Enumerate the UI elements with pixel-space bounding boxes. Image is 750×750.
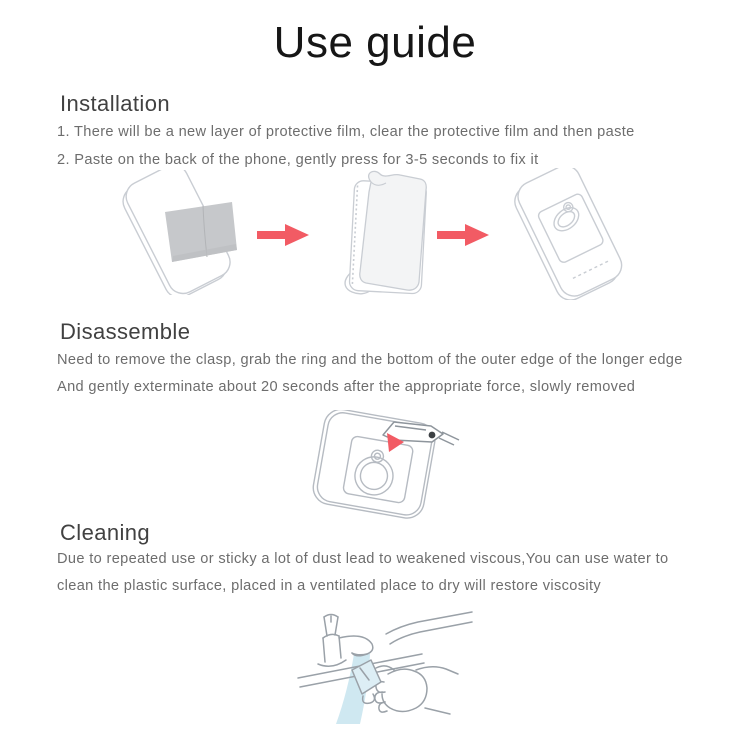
section-title-installation: Installation [60, 91, 170, 116]
pipe-shape [386, 612, 472, 644]
rinse-under-faucet-illustration [290, 608, 475, 750]
pry-tool-removing-ring-holder-illustration [295, 410, 465, 530]
disassemble-line-2: And gently exterminate about 20 seconds after the appropriate force, slowly removed [57, 379, 636, 395]
ring-holder-peeling-film-illustration [330, 170, 440, 300]
disassemble-line-1: Need to remove the clasp, grab the ring and the bottom of the outer edge of the longer edge [57, 352, 683, 368]
page-title: Use guide [273, 18, 477, 67]
arrow-right-icon [437, 224, 489, 246]
cleaning-line-2: clean the plastic surface, placed in a ventilated place to dry will restore viscosity [57, 578, 602, 594]
phone-with-film-illustration [103, 170, 253, 295]
cleaning-line-1: Due to repeated use or sticky a lot of dust lead to weakened viscous,You can use water to [57, 551, 669, 567]
hand-shape [375, 666, 458, 714]
installation-step-1: 1. There will be a new layer of protective film, clear the protective film and then paste [57, 124, 635, 140]
section-title-disassemble: Disassemble [60, 319, 191, 344]
arrow-right-icon [257, 224, 309, 246]
section-title-cleaning: Cleaning [60, 520, 151, 545]
installation-step-2: 2. Paste on the back of the phone, gently press for 3-5 seconds to fix it [57, 152, 539, 168]
peeling-film-shape [360, 171, 427, 290]
phone-with-ring-attached-illustration [493, 168, 643, 300]
